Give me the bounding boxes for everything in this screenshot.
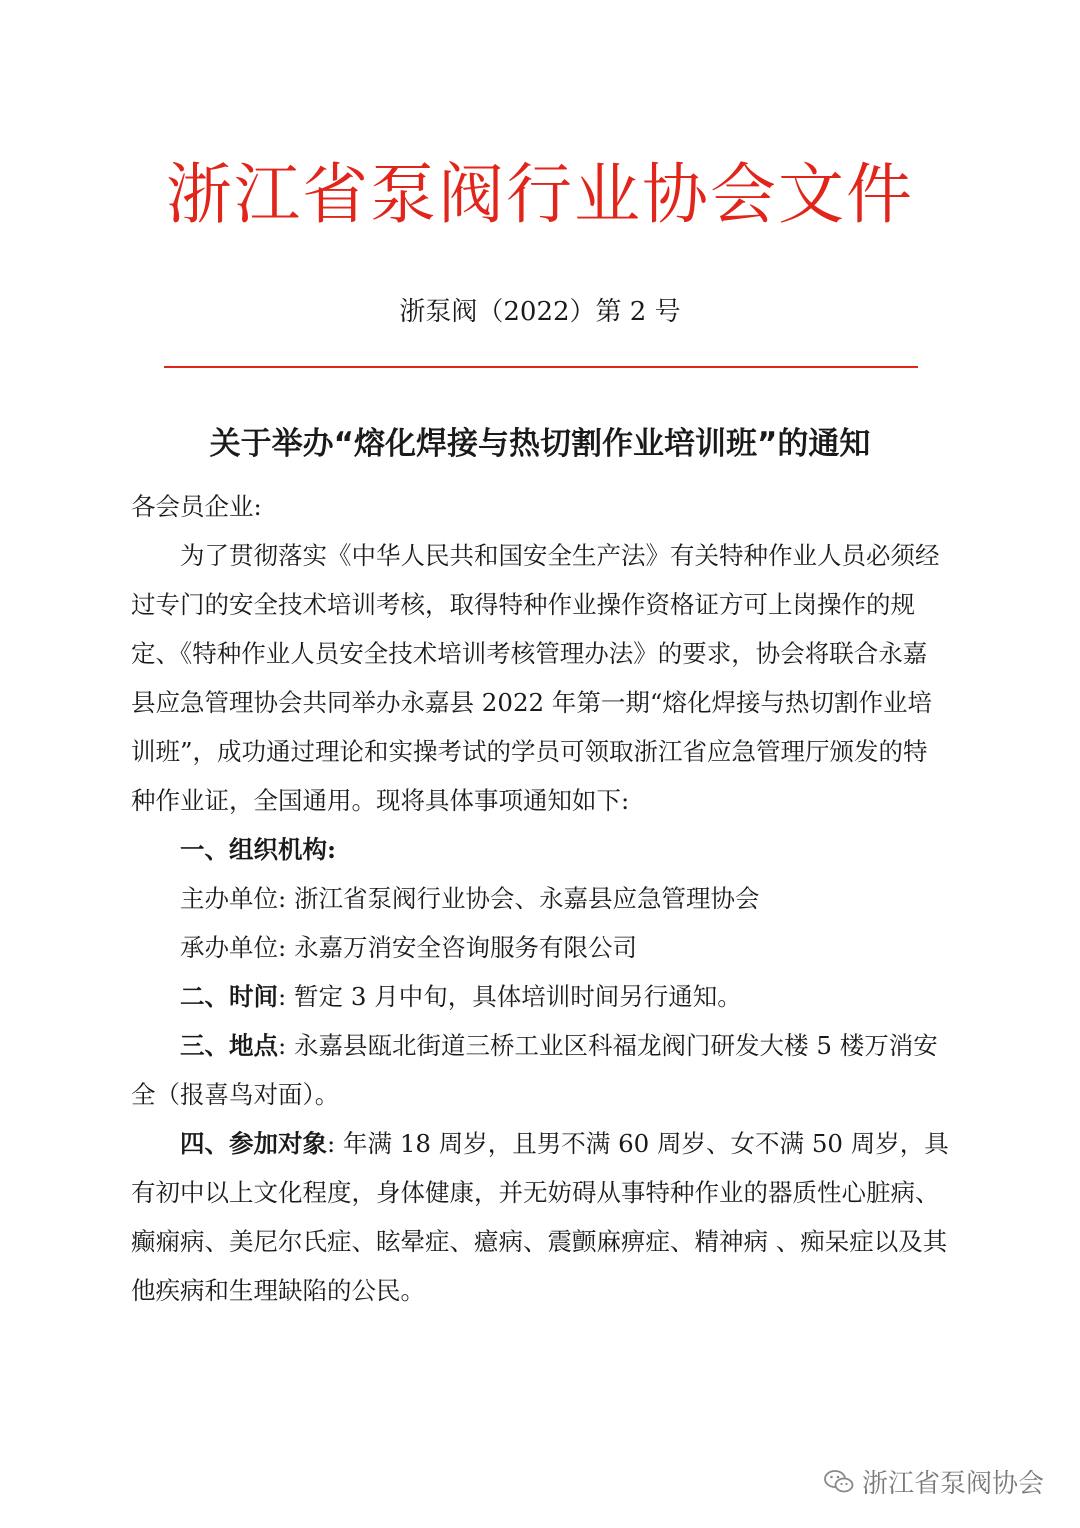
section-participants xyxy=(131,1119,951,1315)
organizer-line xyxy=(131,923,951,972)
document-header-title: 浙江省泵阀行业协会文件 xyxy=(166,156,914,233)
red-divider xyxy=(164,366,918,368)
section-location-heading: 三、地点 xyxy=(180,1031,278,1060)
section-time-text: : 暂定 3 月中旬，具体培训时间另行通知。 xyxy=(278,982,742,1011)
section-location xyxy=(131,1021,951,1119)
notice-title: 关于举办“熔化焊接与热切割作业培训班”的通知 xyxy=(209,426,871,462)
document-number: 浙泵阀（2022）第 2 号 xyxy=(399,297,681,327)
host-value: 浙江省泵阀行业协会、永嘉县应急管理协会 xyxy=(294,884,760,913)
section-location-text: : 永嘉县瓯北街道三桥工业区科福龙阀门研发大楼 5 楼万消安全（报喜鸟对面）。 xyxy=(131,1031,938,1109)
salutation: 各会员企业: xyxy=(131,492,262,521)
host-label: 主办单位: xyxy=(180,884,287,913)
watermark-text: 浙江省泵阀协会 xyxy=(861,1469,1044,1499)
section-organization-heading: 一、组织机构: xyxy=(180,835,337,864)
organizer-value: 永嘉万消安全咨询服务有限公司 xyxy=(294,933,638,962)
intro-paragraph: 为了贯彻落实《中华人民共和国安全生产法》有关特种作业人员必须经过专门的安全技术培训考核，取得特种作业操作资格证方可上岗操作的规定、《特种作业人员安全技术培训考核管理办法》的要求，协会将联合永嘉县应急管理协会共同举办永嘉县 2022 年第一期“熔化焊接与热切割作业培训班”，成功通过理论和实操考试的学员可领取浙江省应急管理厅颁发的特种作业证，全国通用。现将具体事项通知如下: xyxy=(131,541,940,815)
host-line xyxy=(131,874,951,923)
notice-body xyxy=(131,482,951,1315)
section-participants-heading: 四、参加对象 xyxy=(180,1129,327,1158)
wechat-watermark xyxy=(824,1463,1044,1500)
section-time xyxy=(131,972,951,1021)
section-time-heading: 二、时间 xyxy=(180,982,278,1011)
organizer-label: 承办单位: xyxy=(180,933,287,962)
section-participants-text: : 年满 18 周岁，且男不满 60 周岁、女不满 50 周岁，具有初中以上文化程度，身体健康，并无妨碍从事特种作业的器质性心脏病、癫痫病、美尼尔氏症、眩晕症、癔病、震颤麻痹症、精神病 、痴呆症以及其他疾病和生理缺陷的公民。 xyxy=(131,1129,949,1305)
wechat-icon xyxy=(824,1469,854,1495)
